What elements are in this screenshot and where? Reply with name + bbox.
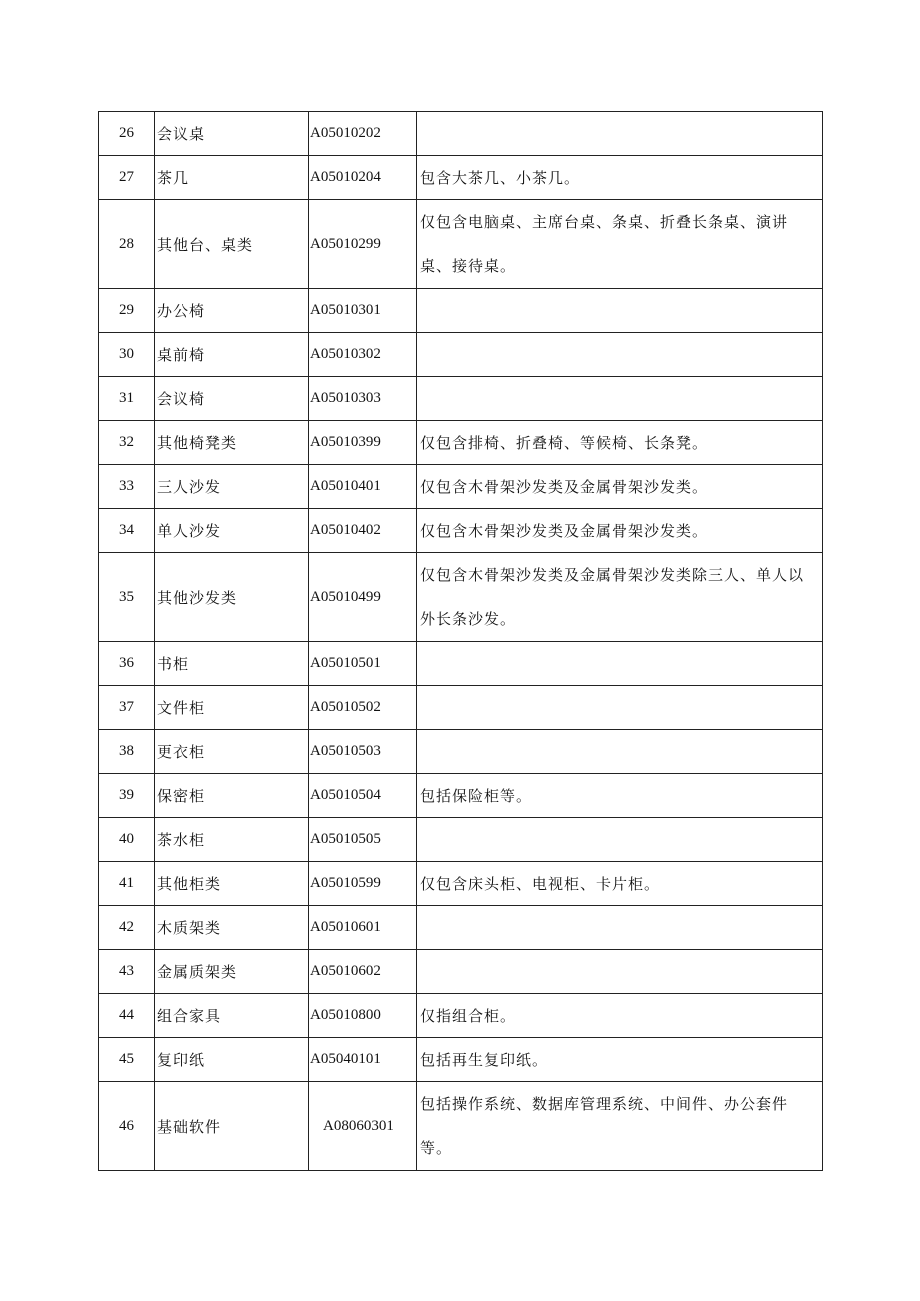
item-code: A05010303 [309,377,417,421]
row-number: 45 [99,1038,155,1082]
item-name: 组合家具 [155,994,309,1038]
table-row [99,642,823,686]
item-note: 仅包含排椅、折叠椅、等候椅、长条凳。 [417,421,823,465]
row-number: 43 [99,950,155,994]
item-note [417,950,823,994]
item-code: A08060301 [309,1082,417,1171]
item-note: 仅指组合柜。 [417,994,823,1038]
row-number: 44 [99,994,155,1038]
item-note [417,642,823,686]
row-number: 34 [99,509,155,553]
table-row [99,200,823,289]
table-row [99,377,823,421]
item-note [417,686,823,730]
item-code: A05010599 [309,862,417,906]
table-row [99,730,823,774]
row-number: 33 [99,465,155,509]
table-row [99,465,823,509]
item-code: A05010602 [309,950,417,994]
item-note: 仅包含木骨架沙发类及金属骨架沙发类。 [417,509,823,553]
item-code: A05010502 [309,686,417,730]
item-code: A05010601 [309,906,417,950]
row-number: 35 [99,553,155,642]
row-number: 46 [99,1082,155,1171]
row-number: 40 [99,818,155,862]
table-row [99,862,823,906]
item-name: 茶水柜 [155,818,309,862]
item-note: 仅包含木骨架沙发类及金属骨架沙发类除三人、单人以外长条沙发。 [417,553,823,642]
table-row [99,906,823,950]
table-row [99,994,823,1038]
item-code: A05010401 [309,465,417,509]
item-note [417,112,823,156]
table-row [99,686,823,730]
item-code: A05010399 [309,421,417,465]
row-number: 27 [99,156,155,200]
item-note: 包括操作系统、数据库管理系统、中间件、办公套件等。 [417,1082,823,1171]
item-note: 仅包含木骨架沙发类及金属骨架沙发类。 [417,465,823,509]
item-note [417,906,823,950]
item-name: 其他沙发类 [155,553,309,642]
item-name: 茶几 [155,156,309,200]
table-row [99,289,823,333]
item-name: 桌前椅 [155,333,309,377]
item-name: 书柜 [155,642,309,686]
row-number: 30 [99,333,155,377]
table-row [99,1038,823,1082]
item-note [417,289,823,333]
item-code: A05010202 [309,112,417,156]
row-number: 36 [99,642,155,686]
item-name: 文件柜 [155,686,309,730]
item-note [417,377,823,421]
row-number: 29 [99,289,155,333]
item-code: A05010499 [309,553,417,642]
table-row [99,421,823,465]
item-name: 金属质架类 [155,950,309,994]
item-code: A05010299 [309,200,417,289]
item-name: 更衣柜 [155,730,309,774]
item-code: A05010800 [309,994,417,1038]
item-note [417,818,823,862]
table-row [99,1082,823,1171]
row-number: 32 [99,421,155,465]
table-row [99,818,823,862]
item-name: 其他柜类 [155,862,309,906]
item-code: A05010204 [309,156,417,200]
item-name: 保密柜 [155,774,309,818]
item-name: 基础软件 [155,1082,309,1171]
item-note: 包括保险柜等。 [417,774,823,818]
item-note: 仅包含床头柜、电视柜、卡片柜。 [417,862,823,906]
row-number: 42 [99,906,155,950]
item-name: 复印纸 [155,1038,309,1082]
row-number: 37 [99,686,155,730]
item-note [417,333,823,377]
item-name: 会议椅 [155,377,309,421]
table-row [99,950,823,994]
item-note: 包括再生复印纸。 [417,1038,823,1082]
row-number: 41 [99,862,155,906]
row-number: 39 [99,774,155,818]
table-row [99,774,823,818]
item-code: A05010505 [309,818,417,862]
item-code: A05010402 [309,509,417,553]
row-number: 38 [99,730,155,774]
item-name: 其他台、桌类 [155,200,309,289]
table-row [99,509,823,553]
item-name: 三人沙发 [155,465,309,509]
item-name: 单人沙发 [155,509,309,553]
table-row [99,156,823,200]
item-note: 包含大茶几、小茶几。 [417,156,823,200]
table-row [99,333,823,377]
item-note [417,730,823,774]
item-code: A05010501 [309,642,417,686]
row-number: 28 [99,200,155,289]
row-number: 26 [99,112,155,156]
item-name: 办公椅 [155,289,309,333]
item-name: 会议桌 [155,112,309,156]
row-number: 31 [99,377,155,421]
item-name: 其他椅凳类 [155,421,309,465]
procurement-catalog-table [98,111,823,1171]
item-code: A05010301 [309,289,417,333]
item-code: A05010302 [309,333,417,377]
table-row [99,112,823,156]
item-code: A05010504 [309,774,417,818]
item-name: 木质架类 [155,906,309,950]
item-code: A05010503 [309,730,417,774]
item-note: 仅包含电脑桌、主席台桌、条桌、折叠长条桌、演讲桌、接待桌。 [417,200,823,289]
item-code: A05040101 [309,1038,417,1082]
table-row [99,553,823,642]
